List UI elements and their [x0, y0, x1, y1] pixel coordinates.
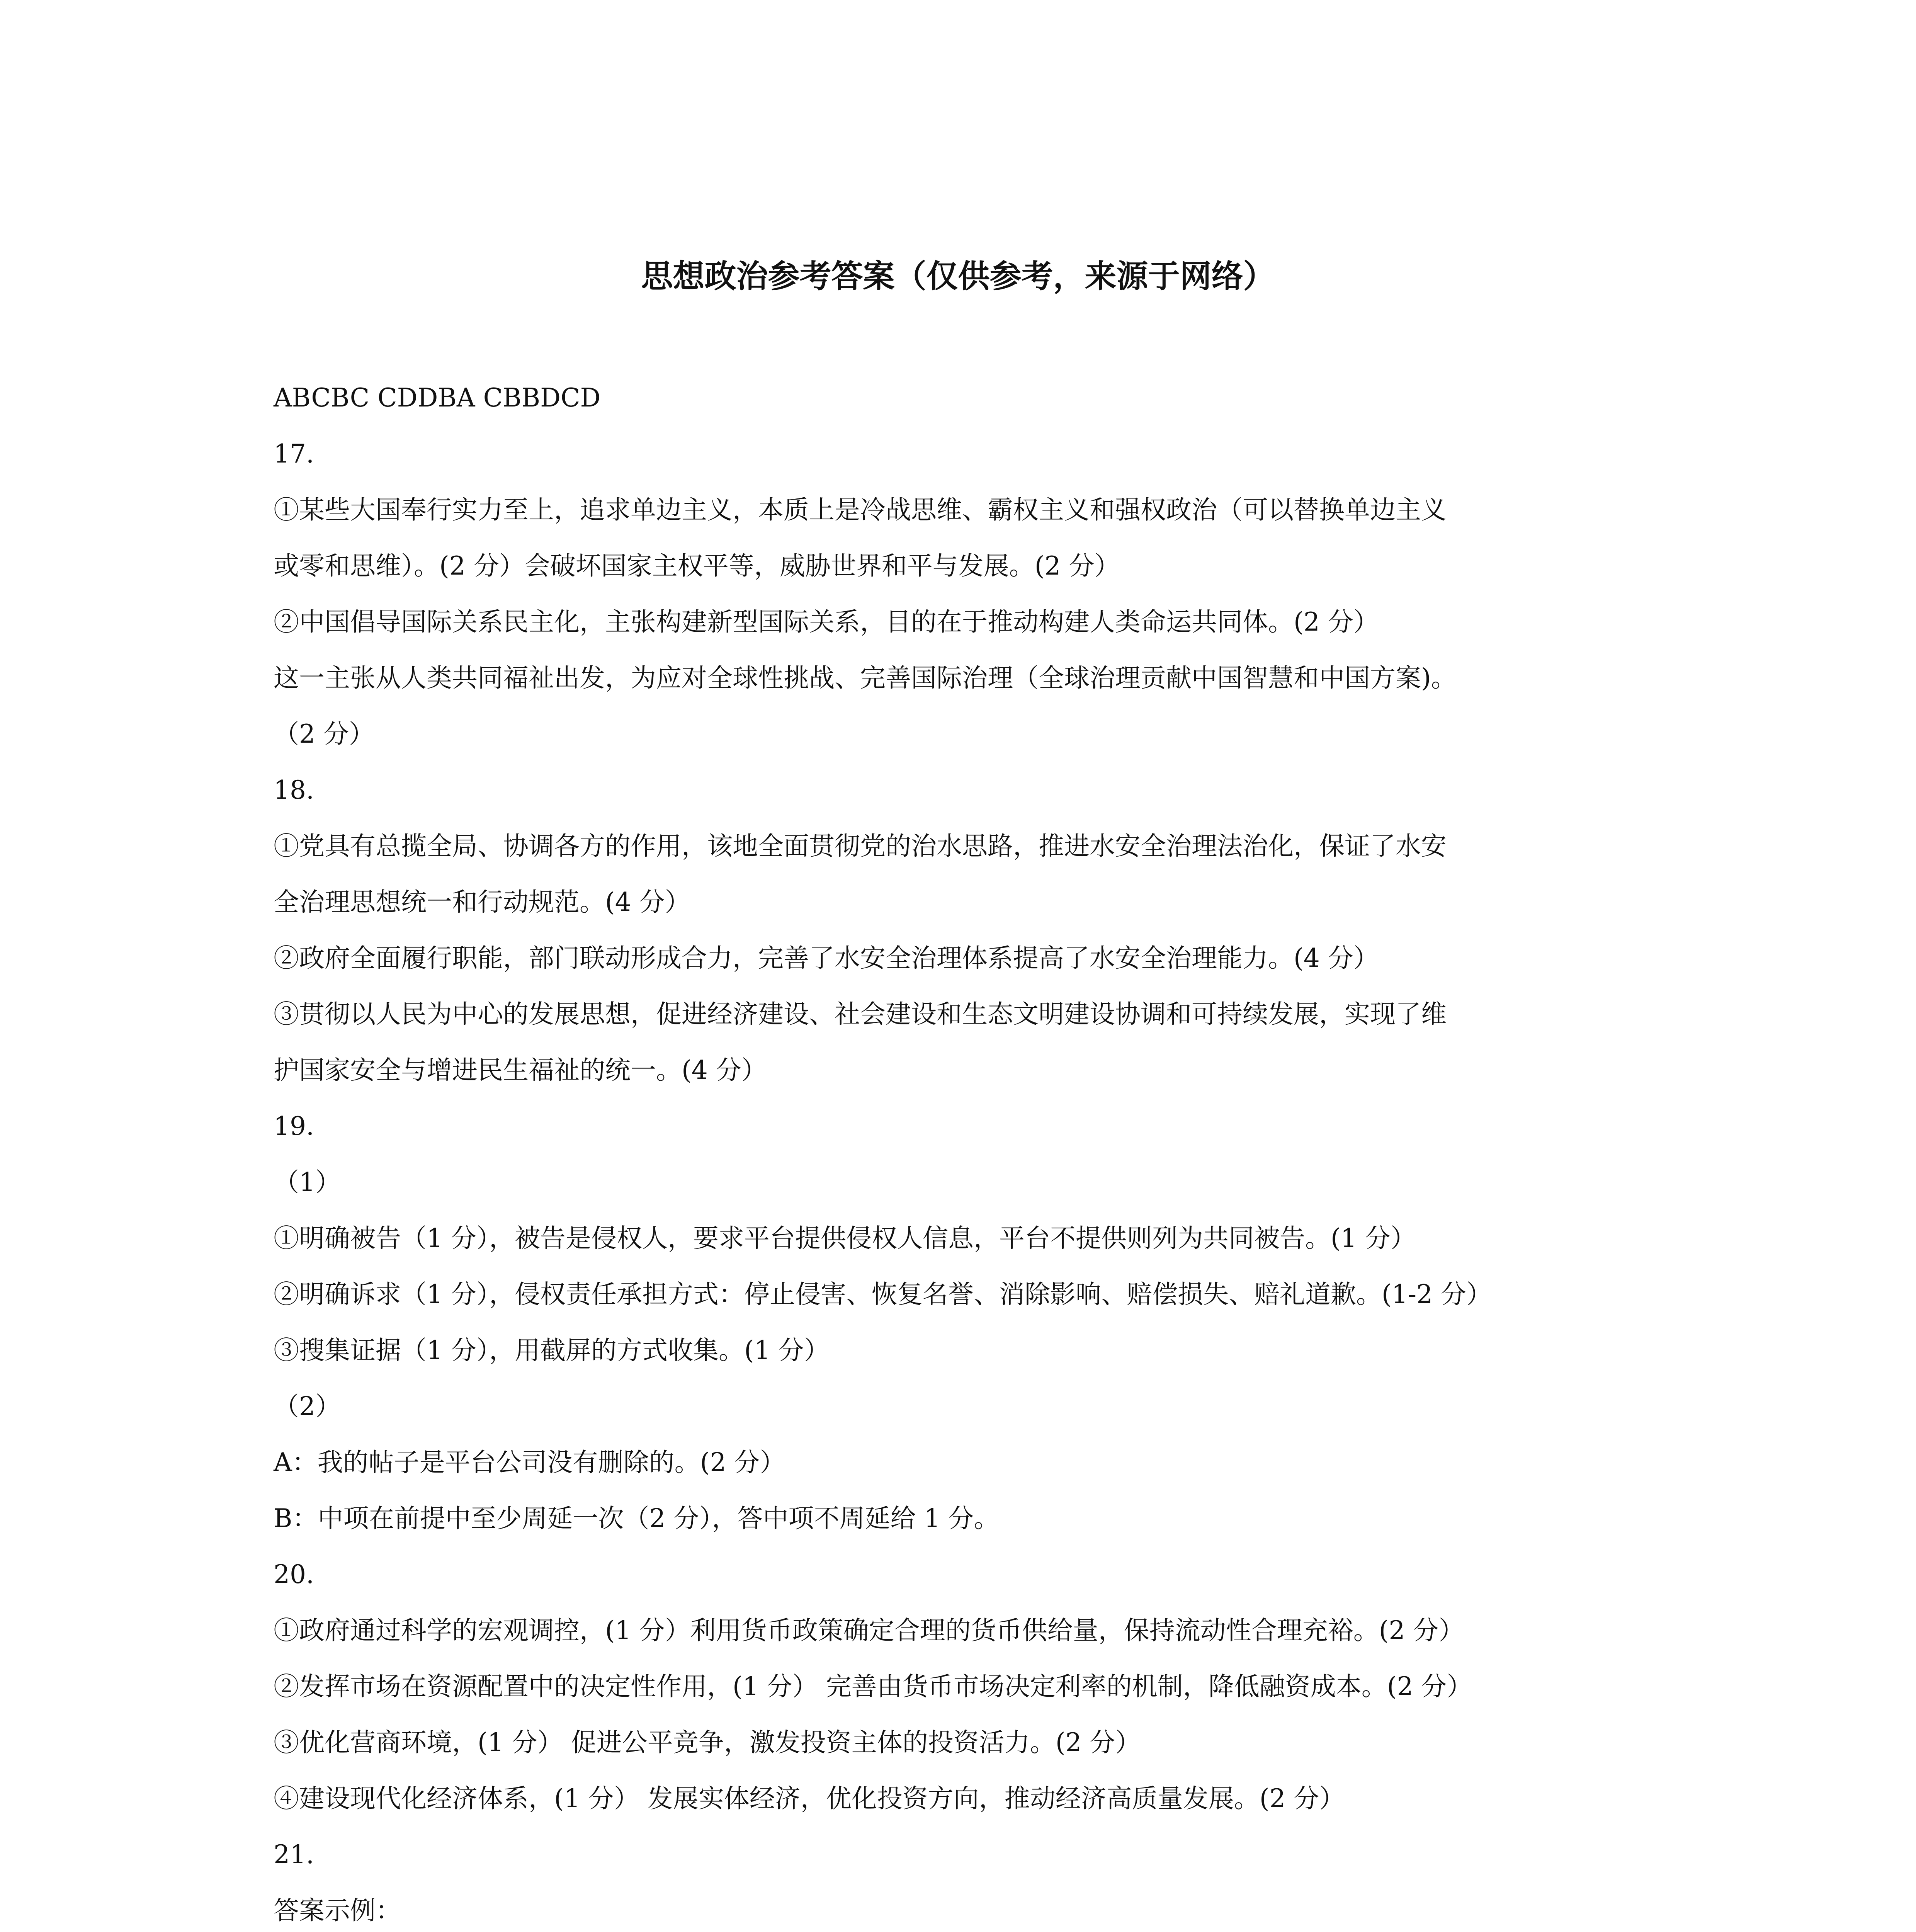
sub-question-label: （1）	[274, 1167, 341, 1197]
answer-line: ①党具有总揽全局、协调各方的作用，该地全面贯彻党的治水思路，推进水安全治理法治化，保证了水安	[274, 831, 1447, 861]
sub-question-label: （2）	[274, 1391, 341, 1421]
question-21-number: 21.	[274, 1840, 314, 1869]
answer-line: 这一主张从人类共同福祉出发，为应对全球性挑战、完善国际治理（全球治理贡献中国智慧和中国方案)。	[274, 663, 1457, 693]
question-20-number: 20.	[274, 1560, 314, 1589]
question-17-number: 17.	[274, 439, 314, 469]
page-title: 思想政治参考答案（仅供参考，来源于网络）	[641, 258, 1275, 295]
answer-line: ③贯彻以人民为中心的发展思想，促进经济建设、社会建设和生态文明建设协调和可持续发展，实现了维	[274, 999, 1447, 1029]
answer-line: B：中项在前提中至少周延一次（2 分），答中项不周延给 1 分。	[274, 1503, 1000, 1533]
answer-line: ④建设现代化经济体系，(1 分） 发展实体经济，优化投资方向，推动经济高质量发展。(2 分）	[274, 1784, 1345, 1813]
answer-line: 全治理思想统一和行动规范。(4 分）	[274, 887, 690, 917]
answer-line: ③搜集证据（1 分），用截屏的方式收集。(1 分）	[274, 1335, 830, 1365]
answer-line: 护国家安全与增进民生福祉的统一。(4 分）	[274, 1055, 767, 1085]
answer-line: ②政府全面履行职能，部门联动形成合力，完善了水安全治理体系提高了水安全治理能力。(4 分）	[274, 943, 1379, 973]
question-19-number: 19.	[274, 1111, 314, 1141]
answer-line: ①政府通过科学的宏观调控，(1 分）利用货币政策确定合理的货币供给量，保持流动性合理充裕。(2 分）	[274, 1616, 1464, 1645]
answer-line: （2 分）	[274, 719, 374, 749]
answer-line: ②明确诉求（1 分），侵权责任承担方式：停止侵害、恢复名誉、消除影响、赔偿损失、赔礼道歉。(1-2 分）	[274, 1279, 1492, 1309]
answer-line: ②中国倡导国际关系民主化，主张构建新型国际关系，目的在于推动构建人类命运共同体。(2 分）	[274, 607, 1379, 637]
answer-line: ③优化营商环境，(1 分） 促进公平竞争，激发投资主体的投资活力。(2 分）	[274, 1728, 1141, 1757]
question-18-number: 18.	[274, 775, 314, 805]
answer-line: A：我的帖子是平台公司没有删除的。(2 分）	[274, 1447, 785, 1477]
answer-line: ①明确被告（1 分），被告是侵权人，要求平台提供侵权人信息，平台不提供则列为共同被告。(1 分）	[274, 1223, 1416, 1253]
answer-line: ①某些大国奉行实力至上，追求单边主义，本质上是冷战思维、霸权主义和强权政治（可以替换单边主义	[274, 495, 1447, 525]
answer-line: ②发挥市场在资源配置中的决定性作用，(1 分） 完善由货币市场决定利率的机制，降低融资成本。(2 分）	[274, 1672, 1472, 1701]
multiple-choice-answers: ABCBC CDDBA CBBDCD	[274, 383, 601, 413]
answer-line: 或零和思维）。(2 分）会破坏国家主权平等，威胁世界和平与发展。(2 分）	[274, 551, 1120, 581]
answer-example-label: 答案示例：	[274, 1896, 401, 1925]
